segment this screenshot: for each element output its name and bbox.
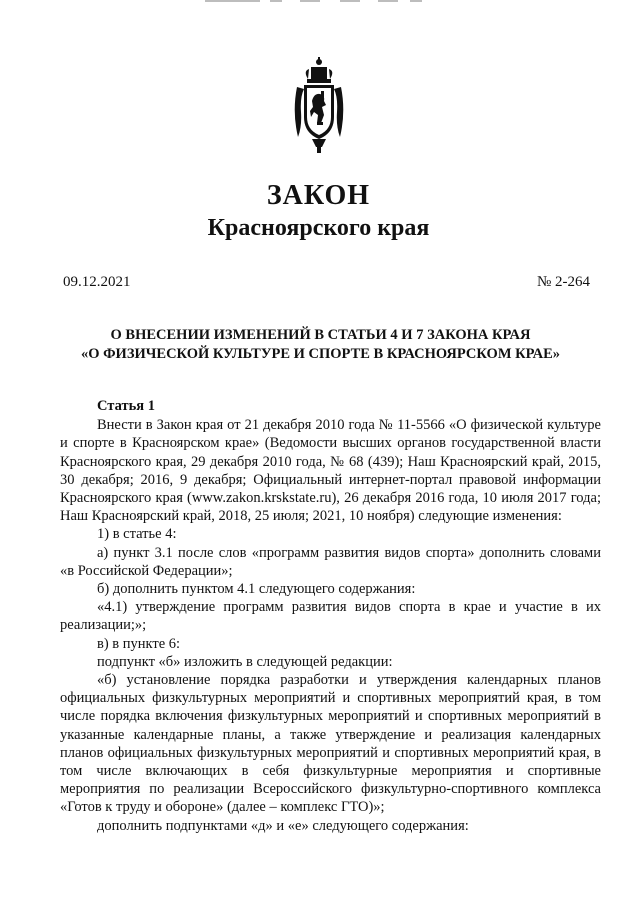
scan-artifact — [205, 0, 260, 2]
coat-of-arms-emblem — [288, 57, 350, 155]
paragraph: «б) установление порядка разработки и утверждения календарных планов официальных физкультурных мероприятий и спортивных мероприятий края, в том числе порядка включения физкультурных мероприятий и спортивных мероприятий в указанные календарные планы, а также утверждение и реализация календарных планов официальных физкультурных мероприятий и спортивных мероприятий края, в том числе включающих в себя физкультурные мероприятия и спортивные мероприятия по реализации Всероссийского физкультурно-спортивного комплекса «Готов к труду и обороне» (далее – комплекс ГТО)»; — [60, 672, 601, 816]
article-title: Статья 1 — [97, 398, 155, 414]
paragraph: 1) в статье 4: — [97, 526, 177, 543]
paragraph: «4.1) утверждение программ развития видов спорта в крае и участие в их реализации;»; — [60, 599, 601, 634]
scan-artifact — [378, 0, 398, 2]
document-subtitle: Красноярского края — [207, 215, 430, 241]
paragraph: Внести в Закон края от 21 декабря 2010 года № 11-5566 «О физической культуре и спорте в Красноярском крае» (Ведомости высших органов государственной власти Красноярского края, 29 декабря 2010 года, № 68 (439); Наш Красноярский край, 2015, 30 декабря; 2016, 9 декабря; Официальный интернет-портал правовой информации Красноярского края (www.zakon.krskstate.ru), 26 декабря 2016 года, 10 июля 2017 года; Наш Красноярский край, 2018, 25 июля; 2021, 10 ноября) следующие изменения: — [60, 417, 601, 525]
heading-line-2: «О ФИЗИЧЕСКОЙ КУЛЬТУРЕ И СПОРТЕ В КРАСНОЯРСКОМ КРАЕ» — [80, 346, 561, 362]
document-title: ЗАКОН — [266, 180, 371, 211]
scan-artifact — [270, 0, 282, 2]
scan-artifact — [340, 0, 360, 2]
heading-line-1: О ВНЕСЕНИИ ИЗМЕНЕНИЙ В СТАТЬИ 4 И 7 ЗАКОНА КРАЯ — [110, 327, 531, 343]
scan-artifact — [300, 0, 320, 2]
law-number: № 2-264 — [536, 274, 590, 290]
law-date: 09.12.2021 — [63, 274, 131, 290]
paragraph: дополнить подпунктами «д» и «е» следующего содержания: — [97, 817, 469, 834]
law-heading — [62, 326, 579, 364]
paragraph: б) дополнить пунктом 4.1 следующего содержания: — [97, 581, 416, 598]
scan-artifact — [410, 0, 422, 2]
paragraph: в) в пункте 6: — [97, 635, 181, 652]
paragraph: подпункт «б» изложить в следующей редакции: — [97, 653, 393, 670]
document-body — [60, 397, 601, 835]
paragraph: а) пункт 3.1 после слов «программ развития видов спорта» дополнить словами «в Российской Федерации»; — [60, 544, 601, 579]
